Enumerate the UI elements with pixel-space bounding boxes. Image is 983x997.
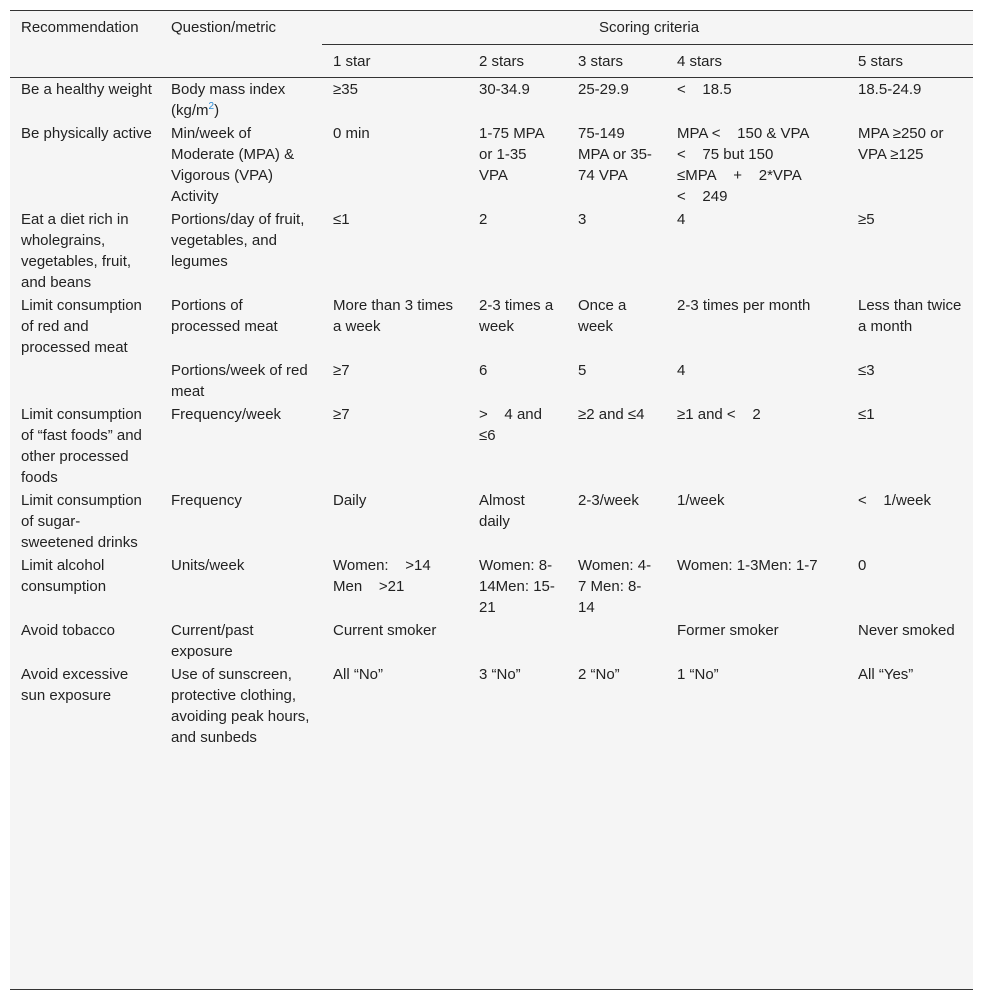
cell-score-5: All “Yes”: [858, 666, 914, 683]
cell-score-4: < 18.5: [666, 78, 847, 123]
cell-score-2: 1-75 MPA or 1-35 VPA: [479, 125, 544, 184]
cell-recommendation: Be physically active: [21, 125, 152, 142]
cell-recommendation: Limit alcohol consumption: [21, 557, 107, 595]
scoring-table-container: [10, 10, 973, 990]
cell-score-5: ≤1: [858, 406, 875, 423]
cell-score-4: 1 “No”: [677, 666, 719, 683]
cell-recommendation: Limit consumption of sugar-sweetened drinks: [21, 492, 142, 551]
table-row: [10, 78, 973, 123]
header-question-metric: Question/metric: [171, 19, 277, 36]
cell-metric: Portions/week of red meat: [171, 362, 308, 400]
cell-score-3: Once a week: [578, 297, 627, 335]
cell-score-1: More than 3 times a week: [333, 297, 454, 335]
cell-metric: [160, 78, 322, 123]
cell-score-4: 4: [677, 362, 686, 379]
header-star-2: 2 stars: [468, 45, 567, 78]
table-row: [10, 554, 973, 619]
header-row-top: [10, 11, 973, 45]
cell-score-3: 2-3/week: [578, 492, 639, 509]
cell-metric: Use of sunscreen, protective clothing, avoiding peak hours, and sunbeds: [171, 666, 310, 746]
header-scoring-criteria: Scoring criteria: [599, 19, 700, 36]
cell-score-2: [468, 619, 567, 663]
cell-score-4: 4: [677, 211, 686, 228]
cell-score-2: 3 “No”: [479, 666, 521, 683]
cell-recommendation: Avoid excessive sun exposure: [21, 666, 129, 704]
cell-score-2: > 4 and ≤6: [479, 406, 542, 444]
cell-score-4: 2-3 times per month: [677, 297, 811, 314]
table-row: [10, 489, 973, 554]
header-recommendation: Recommendation: [21, 19, 139, 36]
cell-score-1: ≥7: [333, 406, 350, 423]
cell-score-3: [567, 619, 666, 663]
cell-score-4: Former smoker: [677, 622, 779, 639]
header-star-1: 1 star: [322, 45, 468, 78]
cell-score-3: ≥2 and ≤4: [578, 406, 645, 423]
cell-score-2: 2-3 times a week: [479, 297, 554, 335]
metric-text-suffix: ): [214, 102, 220, 119]
cell-score-5: 18.5-24.9: [847, 78, 973, 123]
cell-recommendation: Eat a diet rich in wholegrains, vegetables, fruit, and beans: [21, 211, 132, 291]
cell-score-1: All “No”: [333, 666, 384, 683]
cell-recommendation: [10, 359, 160, 403]
cell-score-1: ≤1: [333, 211, 350, 228]
cell-score-2: Women: 8-14Men: 15-21: [479, 557, 555, 616]
cell-score-1: Current smoker: [333, 622, 437, 639]
cell-metric: Min/week of Moderate (MPA) & Vigorous (VPA) Activity: [171, 125, 295, 205]
cell-score-1: ≥7: [333, 362, 350, 379]
cell-score-3: 3: [578, 211, 587, 228]
table-row: [10, 663, 973, 749]
cell-score-1: Daily: [333, 492, 367, 509]
cell-score-4: MPA < 150 & VPA < 75 but 150 ≤MPA + 2*VPA < 249: [677, 125, 809, 205]
cell-metric: Portions of processed meat: [171, 297, 278, 335]
cell-score-2: Almost daily: [479, 492, 525, 530]
table-row: [10, 122, 973, 208]
cell-score-5: Less than twice a month: [858, 297, 962, 335]
cell-score-1: 0 min: [333, 125, 370, 142]
cell-score-2: 6: [479, 362, 488, 379]
cell-metric: Frequency/week: [171, 406, 282, 423]
metric-text: Body mass index (kg/m: [171, 81, 286, 119]
cell-metric: Units/week: [171, 557, 245, 574]
header-star-3: 3 stars: [567, 45, 666, 78]
cell-recommendation: Limit consumption of red and processed meat: [21, 297, 142, 356]
cell-score-3: 25-29.9: [567, 78, 666, 123]
table-row: [10, 359, 973, 403]
cell-score-2: 30-34.9: [468, 78, 567, 123]
table-row: [10, 208, 973, 294]
cell-score-1: ≥35: [322, 78, 468, 123]
header-star-5: 5 stars: [847, 45, 973, 78]
cell-score-4: 1/week: [677, 492, 725, 509]
cell-score-3: 2 “No”: [578, 666, 620, 683]
table-row: [10, 403, 973, 489]
cell-score-1: Women: >14 Men >21: [333, 557, 431, 595]
cell-metric: Current/past exposure: [171, 622, 254, 660]
scoring-table: [10, 11, 973, 749]
cell-score-5: MPA ≥250 or VPA ≥125: [858, 125, 944, 163]
cell-score-5: ≥5: [858, 211, 875, 228]
cell-metric: Portions/day of fruit, vegetables, and legumes: [171, 211, 305, 270]
header-star-4: 4 stars: [666, 45, 847, 78]
cell-score-4: ≥1 and < 2: [677, 406, 761, 423]
cell-score-3: Women: 4-7 Men: 8-14: [578, 557, 652, 616]
cell-recommendation: Avoid tobacco: [21, 622, 115, 639]
cell-score-3: 75-149 MPA or 35-74 VPA: [578, 125, 652, 184]
table-row: [10, 294, 973, 359]
cell-score-4: Women: 1-3Men: 1-7: [677, 557, 818, 574]
cell-score-5: Never smoked: [858, 622, 955, 639]
table-body: [10, 78, 973, 750]
table-header: [10, 11, 973, 78]
cell-metric: Frequency: [171, 492, 242, 509]
cell-score-5: ≤3: [858, 362, 875, 379]
cell-score-3: 5: [578, 362, 587, 379]
cell-score-5: < 1/week: [858, 492, 931, 509]
table-row: [10, 619, 973, 663]
cell-score-2: 2: [479, 211, 488, 228]
cell-recommendation: Be a healthy weight: [10, 78, 160, 123]
superscript-link[interactable]: 2: [208, 101, 215, 112]
cell-recommendation: Limit consumption of “fast foods” and other processed foods: [21, 406, 142, 486]
cell-score-5: 0: [858, 557, 867, 574]
